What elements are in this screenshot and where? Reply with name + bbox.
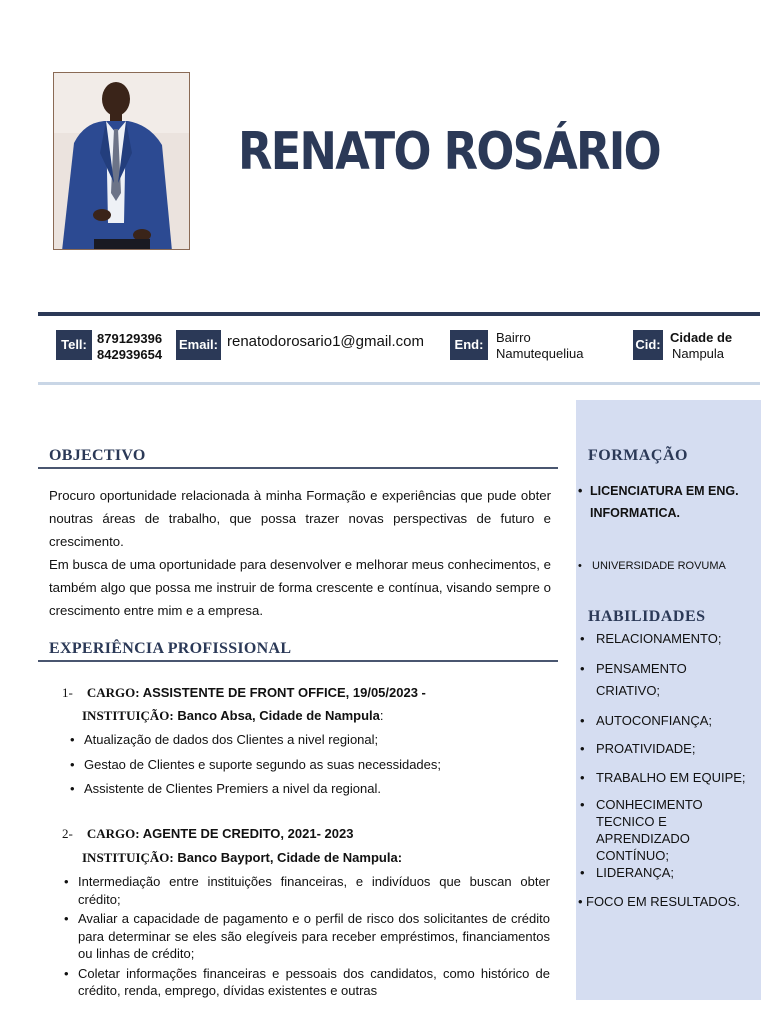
bullet-icon: • — [580, 865, 585, 880]
skill-item — [580, 862, 760, 884]
formacao-heading: FORMAÇÃO — [588, 447, 688, 464]
skill-label: PROATIVIDADE; — [596, 741, 696, 756]
skill-label: CONHECIMENTO TECNICO E APRENDIZADO CONTÍNUO; — [596, 797, 703, 863]
bullet-icon: • — [580, 770, 585, 785]
skill-item — [580, 796, 762, 864]
bullet-icon: • — [578, 560, 582, 572]
objectivo-paragraph-2: Em busca de uma oportunidade para desenvolver e melhorar meus conhecimentos, e também algo que possa me instruir de forma crescente e contínua, visando sempre o crescimento entre mim e a empresa. — [49, 557, 551, 618]
divider-bottom — [38, 382, 760, 385]
bullet-icon: • — [580, 741, 585, 756]
formacao-university — [578, 555, 763, 577]
objectivo-heading: OBJECTIVO — [49, 447, 146, 464]
experiencia-rule — [38, 660, 558, 662]
bullet-icon: • — [580, 661, 585, 676]
duty-item: • Assistente de Clientes Premiers a nivel da regional. — [68, 777, 548, 802]
instituicao-value: Banco Absa, Cidade de Nampula — [177, 708, 380, 723]
job-number: 1- — [62, 685, 73, 700]
city-line-2: Nampula — [672, 346, 725, 361]
skill-item — [580, 767, 762, 789]
skill-label: FOCO EM RESULTADOS. — [586, 894, 741, 909]
formacao-degree — [578, 480, 763, 524]
duty-item: • Coletar informações financeiras e pessoais dos candidatos, como histórico de crédito, renda, emprego, dívidas existentes e outras — [62, 965, 550, 1000]
university-name: UNIVERSIDADE ROVUMA — [592, 560, 726, 572]
person-portrait-icon — [54, 73, 190, 250]
job-1-institution — [82, 708, 384, 724]
skill-item — [580, 710, 760, 732]
bullet-icon: • — [580, 631, 585, 646]
bullet-icon: • — [580, 713, 585, 728]
city-label: Cid: — [633, 330, 663, 360]
tel-label: Tell: — [56, 330, 92, 360]
cargo-value: ASSISTENTE DE FRONT OFFICE, 19/05/2023 - — [142, 685, 426, 700]
address-label: End: — [450, 330, 488, 360]
skill-label: AUTOCONFIANÇA; — [596, 713, 713, 728]
duty-item: • Atualização de dados dos Clientes a nivel regional; — [68, 728, 548, 753]
instituicao-suffix: : — [379, 708, 384, 723]
job-1-duties — [68, 728, 548, 802]
degree-line-1: LICENCIATURA EM ENG. — [590, 484, 739, 498]
skill-label: PENSAMENTO CRIATIVO; — [596, 661, 687, 698]
cargo-label: CARGO: — [86, 826, 140, 841]
degree-line-2: INFORMATICA. — [590, 506, 681, 520]
phone-number-2[interactable]: 842939654 — [97, 347, 163, 362]
skill-item — [578, 891, 762, 913]
objectivo-paragraph-1: Procuro oportunidade relacionada à minha Formação e experiências que pude obter noutras áreas de trabalho, que possa trazer novas perspectivas de futuro e crescimento. — [49, 488, 551, 549]
job-2-institution — [82, 850, 402, 866]
job-number: 2- — [62, 826, 73, 841]
skill-label: RELACIONAMENTO; — [596, 631, 722, 646]
job-2-duties — [62, 873, 550, 1002]
experiencia-heading: EXPERIÊNCIA PROFISSIONAL — [49, 640, 292, 657]
bullet-icon: • — [578, 894, 583, 909]
phone-number-1[interactable]: 879129396 — [97, 331, 163, 346]
email-label: Email: — [176, 330, 221, 360]
skill-item — [580, 738, 760, 760]
skill-label: LIDERANÇA; — [596, 865, 675, 880]
skill-label: TRABALHO EM EQUIPE; — [596, 770, 746, 785]
instituicao-label: INSTITUIÇÃO: — [82, 708, 174, 723]
skill-item — [580, 628, 760, 650]
cargo-value: AGENTE DE CREDITO, 2021- 2023 — [142, 826, 354, 841]
cargo-label: CARGO: — [86, 685, 140, 700]
duty-item: • Intermediação entre instituições financeiras, e indivíduos que buscan obter crédito; — [62, 873, 550, 908]
instituicao-value: Banco Bayport, Cidade de Nampula: — [177, 850, 403, 865]
job-2-title — [62, 826, 353, 842]
email-address[interactable]: renatodorosario1@gmail.com — [227, 333, 424, 350]
skill-item — [580, 658, 720, 702]
address-line-2: Namutequeliua — [496, 346, 584, 361]
objectivo-rule — [38, 467, 558, 469]
habilidades-heading: HABILIDADES — [588, 608, 706, 625]
duty-item: • Avaliar a capacidade de pagamento e o perfil de risco dos solicitantes de crédito para determinar se eles são elegíveis para receber empréstimos, financiamentos ou linhas de crédito; — [62, 910, 550, 963]
bullet-icon: • — [580, 797, 585, 812]
duty-item: • Gestao de Clientes e suporte segundo as suas necessidades; — [68, 753, 548, 778]
divider-top — [38, 312, 760, 316]
instituicao-label: INSTITUIÇÃO: — [82, 850, 174, 865]
address-line-1: Bairro — [496, 330, 531, 345]
bullet-icon: • — [578, 484, 583, 498]
profile-photo — [53, 72, 190, 250]
city-line-1: Cidade de — [670, 330, 733, 345]
candidate-name: RENATO ROSÁRIO — [238, 122, 660, 182]
job-1-title — [62, 685, 426, 701]
